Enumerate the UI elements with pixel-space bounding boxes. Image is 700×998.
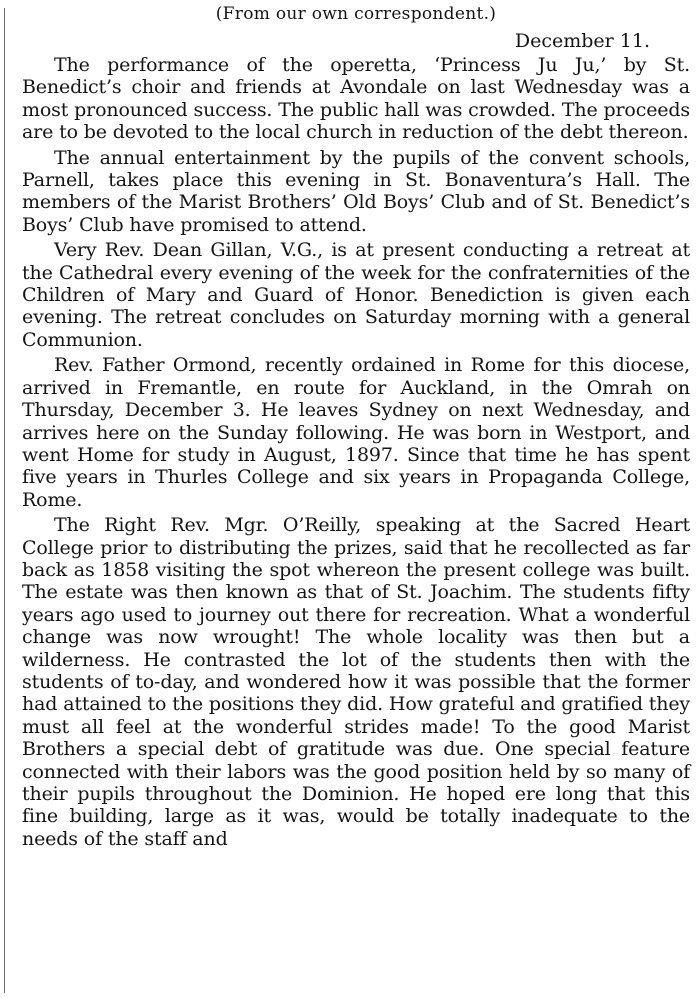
paragraph-father-ormond: Rev. Father Ormond, recently ordained in Rome for this diocese, arrived in Fremantle, en route for Auckland, in the Omrah on Thursday, December 3. He leaves Sydney on next Wednesday, and arrives here on the Sunday following. He was born in Westport, and went Home for study in August, 1897. Since that time he has spent five years in Thurles College and six years in Propaganda College, Rome. xyxy=(22,354,690,511)
paragraph-retreat: Very Rev. Dean Gillan, V.G., is at present conducting a retreat at the Cathedral every evening of the week for the confraternities of the Children of Mary and Guard of Honor. Benediction is given each evening. The retreat concludes on Saturday morning with a general Communion. xyxy=(22,239,690,351)
paragraph-mgr-oreilly: The Right Rev. Mgr. O’Reilly, speaking at the Sacred Heart College prior to distributing the prizes, said that he recollected as far back as 1858 visiting the spot whereon the present college was built. The estate was then known as that of St. Joachim. The students fifty years ago used to journey out there for recreation. What a wonderful change was now wrought! The whole locality was then but a wilderness. He contrasted the lot of the students then with the students of to-day, and wondered how it was possible that the former had attained to the positions they did. How grateful and gratified they must all feel at the wonderful strides made! To the good Marist Brothers a special debt of gratitude was due. One special feature connected with their labors was the good position held by so many of their pupils throughout the Dominion. He hoped ere long that this fine building, large as it was, would be totally inadequate to the needs of the staff and xyxy=(22,514,690,850)
paragraph-convent-entertainment: The annual entertainment by the pupils of the convent schools, Parnell, takes place this evening in St. Bonaventura’s Hall. The members of the Marist Brothers’ Old Boys’ Club and of St. Benedict’s Boys’ Club have promised to attend. xyxy=(22,146,690,236)
paragraph-operetta: The performance of the operetta, ‘Princess Ju Ju,’ by St. Benedict’s choir and friends at Avondale on last Wednesday was a most pronounced success. The public hall was crowded. The proceeds are to be devoted to the local church in reduction of the debt thereon. xyxy=(22,54,690,144)
dateline: December 11. xyxy=(514,30,650,52)
byline: (From our own correspondent.) xyxy=(215,4,497,24)
column-rule xyxy=(4,8,5,993)
